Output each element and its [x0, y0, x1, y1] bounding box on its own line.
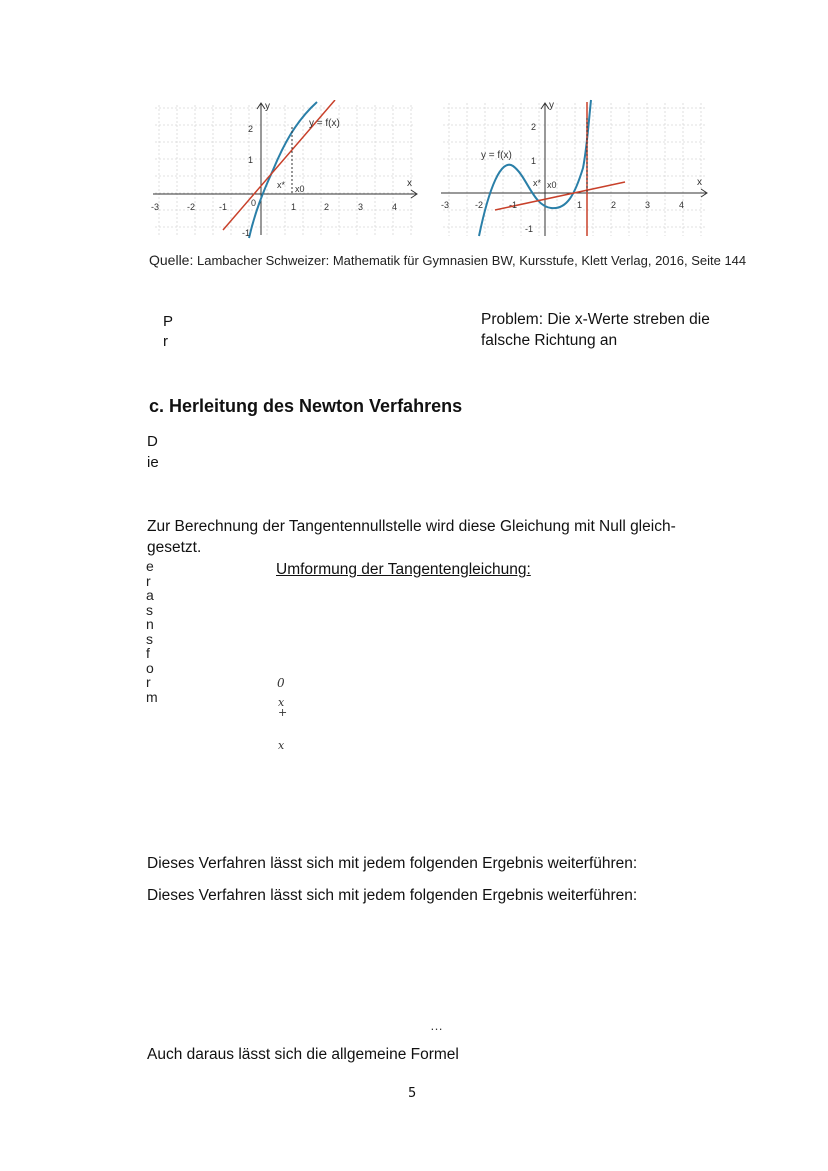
source-label: Quelle: [149, 252, 194, 268]
ellipsis: … [430, 1018, 443, 1033]
tick-x-3: 3 [358, 202, 364, 212]
marker-x-star: x* [277, 180, 286, 190]
paragraph-verfahren-2: Dieses Verfahren lässt sich mit jedem folgenden Ergebnis weiterführen: [147, 887, 638, 904]
tick-y-m1: -1 [242, 228, 251, 238]
tick-y-2: 2 [531, 122, 537, 132]
tick-x-1: 1 [291, 202, 297, 212]
axis-label-x: x [407, 178, 412, 189]
tick-x-0: 0 [251, 198, 257, 208]
vertical-letters-column: e r a s n s f o r m [146, 558, 158, 705]
tick-y-2: 2 [248, 124, 254, 134]
problem-text: Problem: Die x-Werte streben die falsche Richtung an [481, 311, 710, 349]
section-heading: c. Herleitung des Newton Verfahrens [149, 396, 463, 416]
tick-x-m1: -1 [219, 202, 228, 212]
umformung-heading: Umformung der Tangentengleichung: [276, 561, 531, 578]
vertical-letters-die: Die [147, 433, 159, 471]
source-citation [149, 251, 749, 270]
tick-x-m3: -3 [441, 200, 450, 210]
marker-x0: x0 [547, 180, 557, 190]
tick-y-1: 1 [531, 156, 537, 166]
math-fragment-zero: 0 [277, 676, 285, 690]
tick-y-m1: -1 [525, 224, 534, 234]
math-fragment-x1: x [278, 696, 285, 709]
tick-x-2: 2 [324, 202, 330, 212]
paragraph-formel: Auch daraus lässt sich die allgemeine Formel [147, 1046, 459, 1063]
tick-y-1: 1 [248, 155, 254, 165]
tick-x-m3: -3 [151, 202, 160, 212]
tick-x-m1: -1 [509, 200, 518, 210]
axis-label-y: y [265, 101, 270, 112]
source-text: Lambacher Schweizer: Mathematik für Gymnasien BW, Kursstufe, Klett Verlag, 2016, Seite 144 [196, 253, 747, 268]
marker-x0: x0 [295, 184, 305, 194]
graph-right [435, 98, 710, 240]
function-label: y = f(x) [309, 118, 340, 129]
marker-x-star: x* [533, 178, 542, 188]
tick-x-4: 4 [392, 202, 398, 212]
paragraph-berechnung: Zur Berechnung der Tangentennullstelle wird diese Gleichung mit Null gleich-gesetzt. [147, 518, 676, 556]
tick-x-1: 1 [577, 200, 583, 210]
page-number: 5 [408, 1086, 417, 1101]
function-label: y = f(x) [481, 150, 512, 161]
tick-x-m2: -2 [475, 200, 484, 210]
axis-label-y: y [549, 100, 554, 111]
math-fragment-plus: + [278, 706, 288, 719]
vertical-letters-pr: Pr [163, 313, 174, 350]
axis-label-x: x [697, 177, 702, 188]
paragraph-verfahren-1: Dieses Verfahren lässt sich mit jedem folgenden Ergebnis weiterführen: [147, 855, 638, 872]
graph-left [145, 100, 420, 240]
tick-x-2: 2 [611, 200, 617, 210]
math-fragment-x2: x [278, 739, 285, 752]
tick-x-3: 3 [645, 200, 651, 210]
tick-x-m2: -2 [187, 202, 196, 212]
tick-x-4: 4 [679, 200, 685, 210]
